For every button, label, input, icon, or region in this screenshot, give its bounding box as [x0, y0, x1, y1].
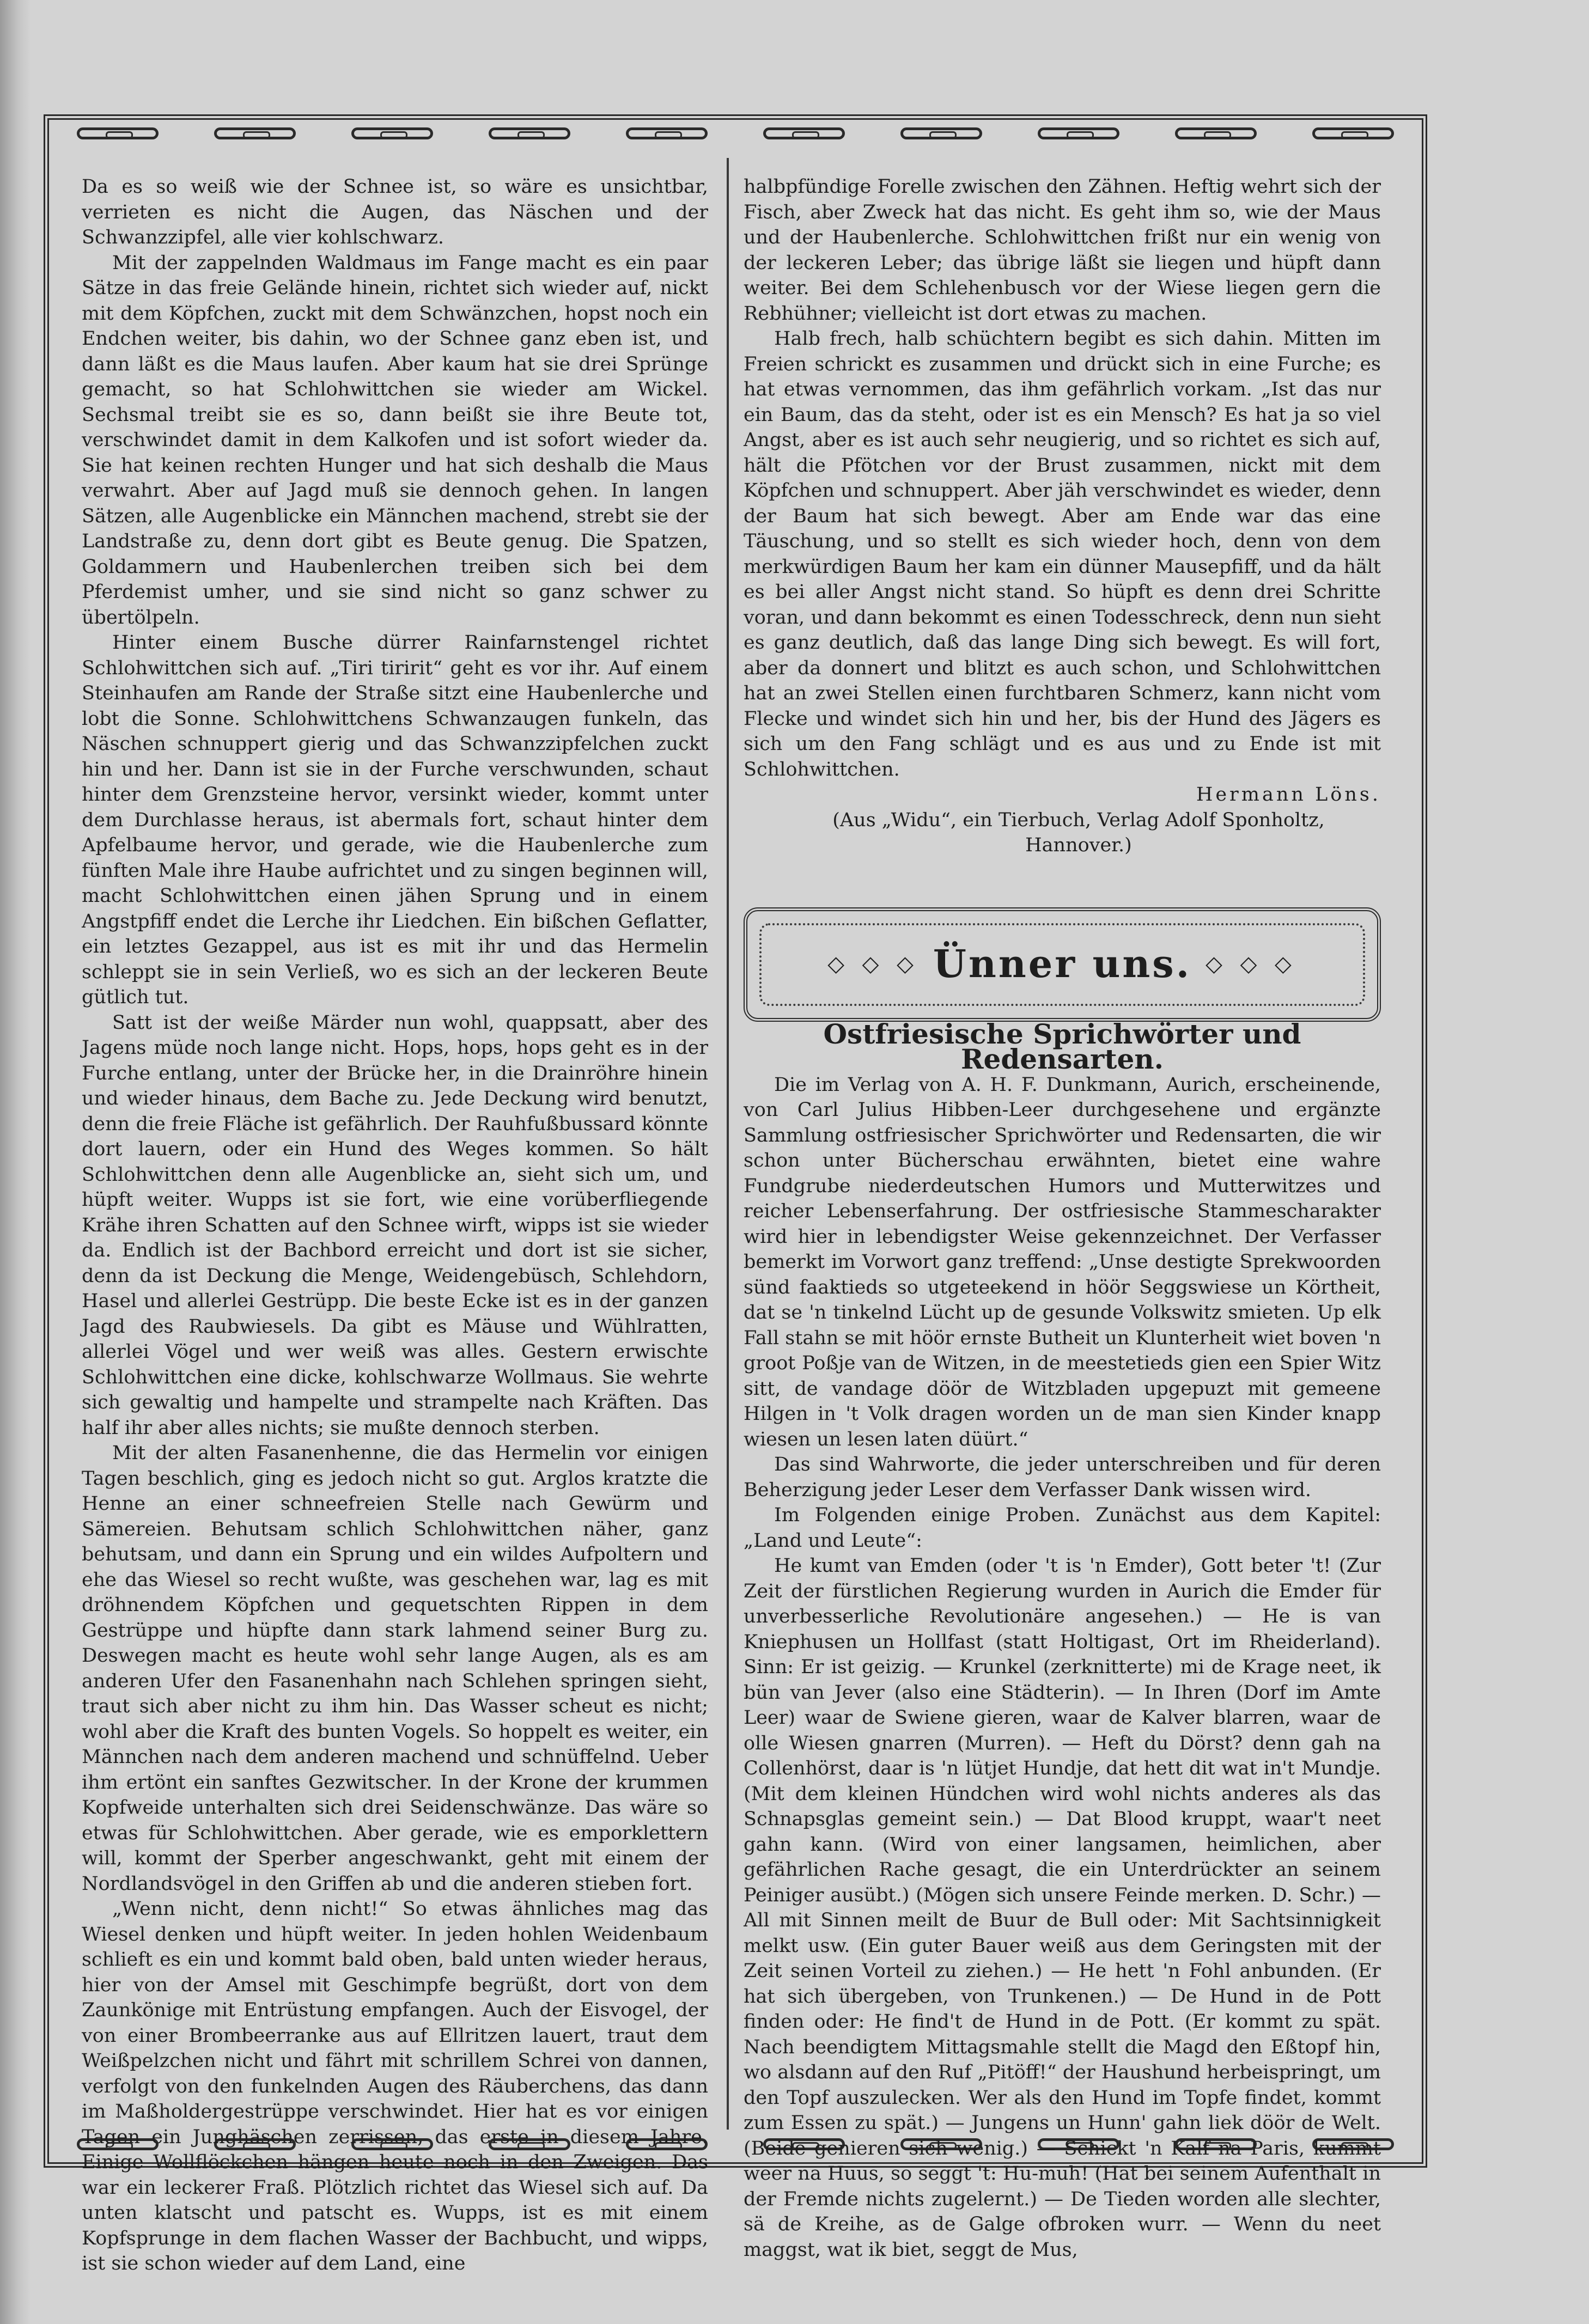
band-ornament [626, 127, 708, 139]
band-ornament [1175, 127, 1257, 139]
band-ornament [77, 127, 159, 139]
band-ornament [763, 127, 845, 139]
paragraph: Mit der zappelnden Waldmaus im Fange macht es ein paar Sätze in das freie Gelände hinein, richtet sich wieder auf, nickt mit dem Köpfchen, zuckt mit dem Schwänzchen, hopst noch ein Endchen weiter, bis dahin, wo der Schnee ganz eben ist, und dann läßt es die Maus laufen. Aber kaum hat sie drei Sprünge gemacht, so hat Schlohwittchen sie wieder am Wickel. Sechsmal treibt sie es so, dann beißt sie ihre Beute tot, verschwindet damit in dem Kalkofen und ist sofort wieder da. Sie hat keinen rechten Hunger und hat sich deshalb die Maus verwahrt. Aber auf Jagd muß sie dennoch gehen. In langen Sätzen, alle Augenblicke ein Männchen machend, strebt sie der Landstraße zu, denn dort gibt es Beute genug. Die Spatzen, Goldammern und Haubenlerchen treiben sich bei dem Pferdemist umher, und sie sind nicht so ganz schwer zu übertölpeln. [82, 252, 708, 629]
left-column [82, 174, 708, 2277]
diamond-ornament-icon: ◇ ◇ ◇ [1206, 951, 1297, 977]
band-ornament [214, 127, 296, 139]
right-column [744, 174, 1381, 2262]
column-divider [727, 158, 729, 2130]
book-gutter [0, 0, 31, 2324]
source-citation: (Aus „Widu“, ein Tierbuch, Verlag Adolf Sponholtz, Hannover.) [832, 809, 1325, 856]
paragraph: Halb frech, halb schüchtern begibt es sich dahin. Mitten im Freien schrickt es zusammen und drückt sich in eine Furche; es hat etwas vernommen, das ihm gefährlich vorkam. „Ist das nur ein Baum, das da steht, oder ist es ein Mensch? Es hat ja so viel Angst, aber es ist auch sehr neugierig, und so richtet es sich auf, hält die Pfötchen vor der Brust zusammen, nickt mit dem Köpfchen und schnuppert. Aber jäh verschwindet es wieder, denn der Baum hat sich bewegt. Aber am Ende war das eine Täuschung, und so stellt es sich wieder hoch, denn von dem merkwürdigen Baum her kam ein dünner Mausepfiff, und da hält es bei aller Angst nicht stand. So hüpft es denn drei Schritte voran, und dann bekommt es einen Todesschreck, denn nun sieht es ganz deutlich, daß das lange Ding sich bewegt. Es will fort, aber da donnert und blitzt es auch schon, und Schlohwittchen hat an zwei Stellen einen furchtbaren Schmerz, kann nicht vom Flecke und windet sich hin und her, bis der Hund des Jägers es sich um den Fang schlägt und es aus und zu Ende ist mit Schlohwittchen. [744, 328, 1381, 780]
section-header-box [744, 907, 1381, 1022]
paragraph: „Wenn nicht, denn nicht!“ So etwas ähnliches mag das Wiesel denken und hüpft weiter. In jeden hohlen Weidenbaum schlieft es ein und kommt bald oben, bald unten wieder heraus, hier von der Amsel mit Geschimpfe begrüßt, dort von dem Zaunkönige mit Entrüstung empfangen. Auch der Eisvogel, der von einer Brombeerranke aus auf Ellritzen lauert, traut dem Weißpelzchen nicht und fährt mit schrillem Schrei von dannen, verfolgt von den funkelnden Augen des Räuberchens, das dann im Maßholdergestrüppe verschwindet. Hier hat es vor einigen Tagen ein Junghäschen zerrissen, das erste in diesem Jahre. Einige Wollflöckchen hängen heute noch in den Zweigen. Das war ein leckerer Fraß. Plötzlich richtet das Wiesel sich auf. Da unten klatscht und patscht es. Wupps, ist es mit einem Kopfsprunge in dem flachen Wasser der Bachbucht, und wipps, ist sie schon wieder auf dem Land, eine [82, 1898, 708, 2274]
top-ornament-band [49, 124, 1422, 143]
band-ornament [351, 127, 433, 139]
paragraph: halbpfündige Forelle zwischen den Zähnen. Heftig wehrt sich der Fisch, aber Zweck hat das nicht. Es geht ihm so, wie der Maus und der Haubenlerche. Schlohwittchen frißt nur ein wenig von der leckeren Leber; das übrige läßt sie liegen und hüpft dann weiter. Bei dem Schlehenbusch vor der Wiese liegen gern die Rebhühner; vielleicht ist dort etwas zu machen. [744, 176, 1381, 325]
band-ornament [1038, 127, 1119, 139]
paragraph: Das sind Wahrworte, die jeder unterschreiben und für deren Beherzigung jeder Leser dem Verfasser Dank wissen wird. [744, 1454, 1381, 1501]
band-ornament [900, 127, 982, 139]
band-ornament [1312, 127, 1394, 139]
diamond-ornament-icon: ◇ ◇ ◇ [827, 951, 919, 977]
paragraph: Hinter einem Busche dürrer Rainfarnstengel richtet Schlohwittchen sich auf. „Tiri tiririt“ geht es vor ihr. Auf einem Steinhaufen am Rande der Straße sitzt eine Haubenlerche und lobt die Sonne. Schlohwittchens Schwanzaugen funkeln, das Näschen schnuppert gierig und das Schwanzzipfelchen zuckt hin und her. Dann ist sie in der Furche verschwunden, schaut hinter dem Grenzsteine hervor, versinkt wieder, kommt unter dem Durchlasse heraus, ist abermals fort, schaut hinter dem Apfelbaume hervor, und gerade, wie die Haubenlerche zum fünften Male ihre Haube aufrichtet und zu singen beginnen will, macht Schlohwittchen einen jähen Sprung und in einem Angstpfiff endet die Lerche ihr Liedchen. Ein bißchen Geflatter, ein letztes Gezappel, aus ist es mit ihr und das Hermelin schleppt sie in sein Verließ, wo es sich an der leckeren Beute gütlich tut. [82, 632, 708, 1008]
paragraph: Im Folgenden einige Proben. Zunächst aus dem Kapitel: „Land und Leute“: [744, 1504, 1381, 1552]
paragraph: He kumt van Emden (oder 't is 'n Emder), Gott beter 't! (Zur Zeit der fürstlichen Regierung wurden in Aurich die Emder für unverbesserliche Revolutionäre angesehen.) — He is van Kniephusen un Hollfast (statt Holtigast, Ort im Rheiderland). Sinn: Er ist geizig. — Krunkel (zerknitterte) mi de Krage neet, ik bün van Jever (also eine Städterin). — In Ihren (Dorf im Amte Leer) waar de Swiene gieren, waar de Kalver blarren, waar de olle Wiesen gnarren (Murren). — Heft du Dörst? denn gah na Collenhörst, daar is 'n lütjet Hundje, dat hett dit wat in't Mundje. (Mit dem kleinen Hündchen wird wohl nichts anderes als das Schnapsglas gemeint sein.) — Dat Blood kruppt, waar't neet gahn kann. (Wird von einer langsamen, heimlichen, aber gefährlichen Rache gesagt, die ein Unterdrückter an seinem Peiniger ausübt.) (Mögen sich unsere Feinde merken. D. Schr.) — All mit Sinnen meilt de Buur de Bull oder: Mit Sachtsinnigkeit melkt usw. (Ein guter Bauer weiß aus dem Geringsten mit der Zeit seinen Vorteil zu ziehen.) — He hett 'n Fohl anbunden. (Er hat sich übergeben, von Trunkenen.) — De Hund in de Pott finden oder: He find't de Hund in de Pott. (Er kommt zu spät. Nach beendigtem Mittagsmahle stellt die Magd den Eßtopf hin, wo alsdann auf den Ruf „Pitöff!“ der Haushund herbeispringt, um den Topf auszulecken. Wer als den Hund im Topfe findet, kommt zum Essen zu spät.) — Jungens un Hunn' gahn liek döör de Welt. (Beide genieren sich wenig.) — Schickt 'n Kalf na Paris, kummt weer na Huus, so seggt 't: Hu-muh! (Hat bei seinem Aufenthalt in der Fremde nichts zugelernt.) — De Tieden worden alle slechter, sä de Kreihe, as de Galge ofbroken wurr. — Wenn du neet maggst, wat ik biet, seggt de Mus, [744, 1555, 1381, 2261]
paragraph: Satt ist der weiße Märder nun wohl, quappsatt, aber des Jagens müde noch lange nicht. Hops, hops, hops geht es in der Furche entlang, unter der Brücke her, in die Drainröhre hinein und wieder hinaus, dem Bache zu. Jede Deckung wird benutzt, denn die freie Fläche ist gefährlich. Der Rauhfußbussard könnte dort lauern, oder ein Hund des Weges kommen. So hält Schlohwittchen denn alle Augenblicke an, sieht sich um, und hüpft weiter. Wupps ist sie fort, wie eine vorüberfliegende Krähe ihren Schatten auf den Schnee wirft, wipps ist sie wieder da. Endlich ist der Bachbord erreicht und dort ist sie sicher, denn da ist Deckung die Menge, Weidengebüsch, Schlehdorn, Hasel und allerlei Gestrüpp. Die beste Ecke ist es in der ganzen Jagd des Raubwiesels. Da gibt es Mäuse und Wühlratten, allerlei Vögel und wer weiß was alles. Gestern erwischte Schlohwittchen eine dicke, kohlschwarze Wollmaus. Sie wehrte sich gewaltig und hampelte und strampelte nach Kräften. Das half ihr aber alles nichts; sie mußte dennoch sterben. [82, 1011, 708, 1439]
paragraph: Da es so weiß wie der Schnee ist, so wäre es unsichtbar, verrieten es nicht die Augen, das Näschen und der Schwanzzipfel, alle vier kohlschwarz. [82, 176, 708, 248]
author-signature: Hermann Löns. [1196, 784, 1381, 806]
paragraph: Die im Verlag von A. H. F. Dunkmann, Aurich, erscheinende, von Carl Julius Hibben-Leer durchgesehene und ergänzte Sammlung ostfriesischer Sprichwörter und Redensarten, die wir schon unter Bücherschau erwähnten, bietet eine wahre Fundgrube niederdeutschen Humors und Mutterwitzes und reicher Lebenserfahrung. Der ostfriesische Stammescharakter wird hier in lebendigster Weise gekennzeichnet. Der Verfasser bemerkt im Vorwort ganz treffend: „Unse destigte Sprekwoorden sünd faaktieds so utgeteekend in höör Seggswiese un Körtheit, dat se 'n tinkelnd Lücht up de gesunde Volkswitz smieten. Up elk Fall stahn se mit höör ernste Butheit un Klunterheit wiet boven 'n groot Poßje van de Witzen, in de meestetieds gien een Spier Witz sitt, de vandage döör de Witzbladen upgepuzt mit gemeene Hilgen in 't Volk dragen worden un de man sien Kinder knapp wiesen un lesen laten düürt.“ [744, 1073, 1381, 1450]
section-title: Ünner uns. [933, 941, 1192, 987]
article-title: Ostfriesische Sprichwörter und Redensarten. [823, 1017, 1301, 1075]
band-ornament [489, 127, 570, 139]
paragraph: Mit der alten Fasanenhenne, die das Hermelin vor einigen Tagen beschlich, ging es jedoch nicht so gut. Arglos kratzte die Henne an einer schneefreien Stelle nach Gewürm und Sämereien. Behutsam schlich Schlohwittchen näher, ganz behutsam, und dann ein Sprung und ein wildes Aufpoltern und ehe das Wiesel so recht wußte, was geschehen war, lag es mit dröhnendem Köpfchen und gequetschten Rippen in dem Gestrüppe und hüpfte dann stark lahmend seiner Burg zu. Deswegen macht es heute wohl sehr lange Augen, als es am anderen Ufer den Fasanenhahn nach Schlehen springen sieht, traut sich aber nicht zu ihm hin. Das Wasser scheut es nicht; wohl aber die Kraft des bunten Vogels. So hoppelt es weiter, ein Männchen nach dem anderen machend und schnüffelnd. Ueber ihm ertönt ein sanftes Gezwitscher. In der Krone der krummen Kopfweide unterhalten sich drei Seidenschwänze. Das wäre so etwas für Schlohwittchen. Aber gerade, wie es emporklettern will, kommt der Sperber angeschwankt, geht mit einem der Nordlandsvögel in den Griffen ab und die anderen stieben fort. [82, 1442, 708, 1895]
